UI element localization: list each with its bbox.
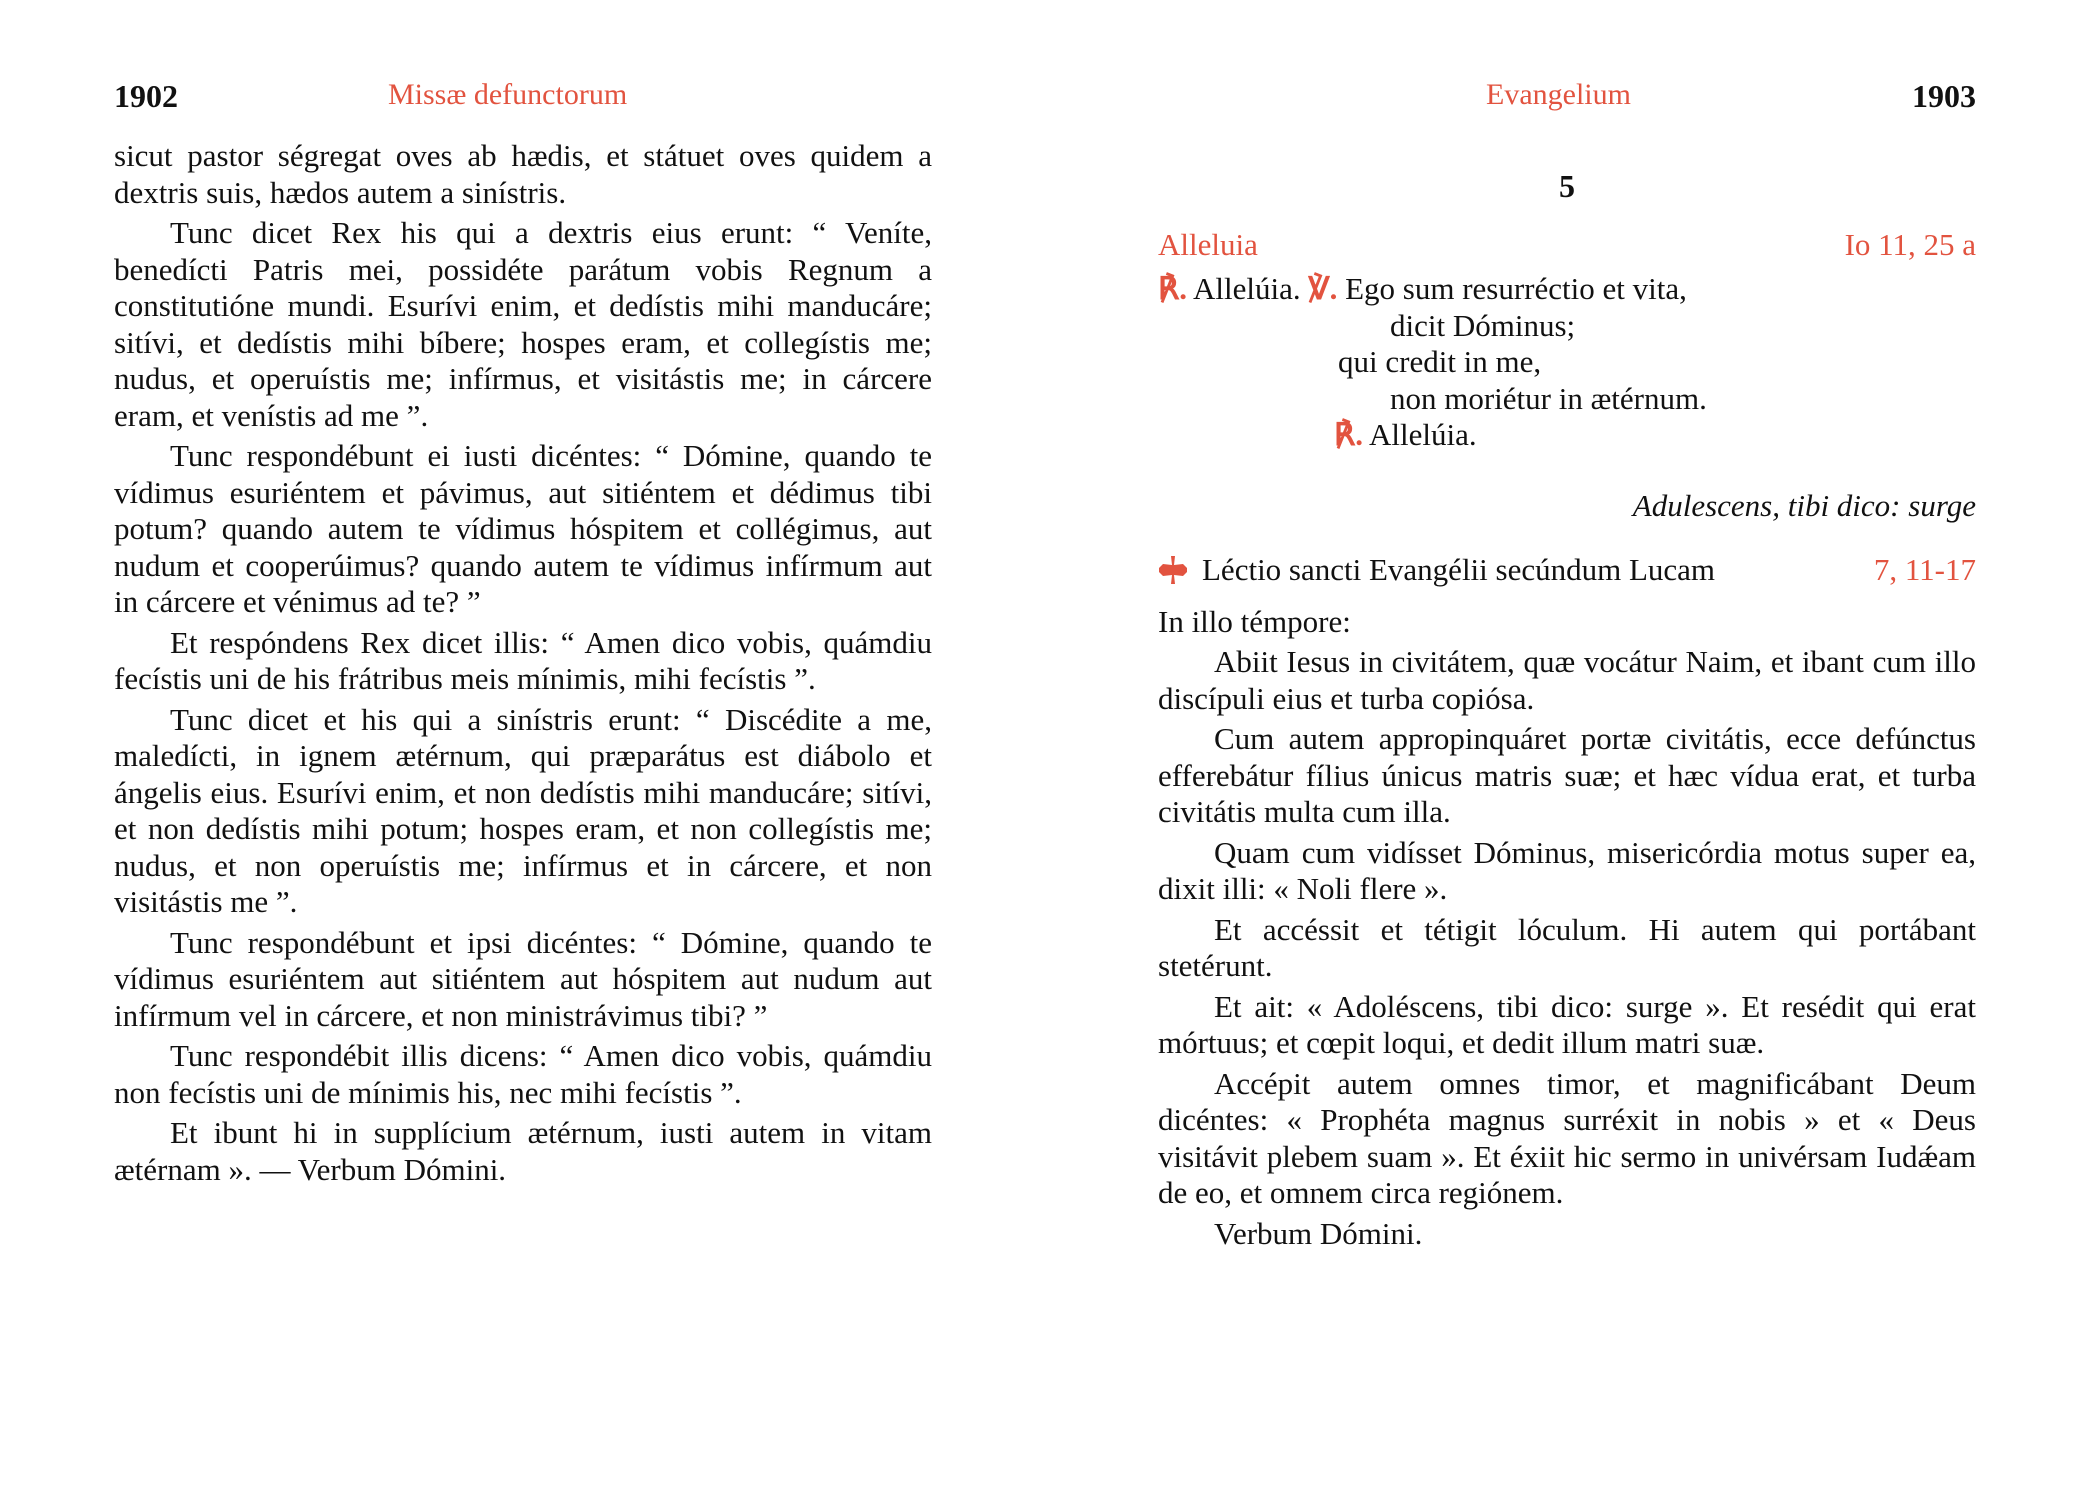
paragraph: Accépit autem omnes timor, et magnificábant Deum dicéntes: « Prophéta magnus surréxit in nobis » et « Deus visitávit plebem suam ». Et éxiit hic sermo in univérsam Iudǽam de eo, et omnem circa regiónem.: [1158, 1065, 1976, 1210]
running-title-right: Evangelium: [1486, 78, 1631, 111]
response-word: Allelúia.: [1193, 271, 1301, 306]
verse-line-3: qui credit in me,: [1338, 344, 1542, 379]
section-number: 5: [1559, 168, 1575, 204]
verse-line: [1158, 344, 1976, 381]
lectio-reference: 7, 11-17: [1873, 551, 1976, 587]
paragraph: Et ibunt hi in supplícium ætérnum, iusti autem in vitam ætérnam ». — Verbum Dómini.: [114, 1115, 932, 1187]
paragraph: Et accéssit et tétigit lóculum. Hi autem qui portábant stetérunt.: [1158, 911, 1976, 983]
paragraph: Abiit Iesus in civitátem, quæ vocátur Naim, et ibant cum illo discípuli eius et turba copiósa.: [1158, 644, 1976, 716]
paragraph: Verbum Dómini.: [1214, 1215, 1423, 1251]
paragraph: Tunc respondébunt et ipsi dicéntes: “ Dómine, quando te vídimus esuriéntem aut sitiéntem aut hóspitem aut nudum aut infírmum vel in cárcere, et non ministrávimus tibi? ”: [114, 924, 932, 1033]
verse-line-4: non moriétur in ætérnum.: [1390, 380, 1707, 416]
paragraph: In illo témpore:: [1158, 603, 1351, 639]
right-body-text: [1158, 604, 1976, 1253]
left-running-head: [114, 78, 932, 138]
verse-line-2: dicit Dóminus;: [1390, 307, 1576, 343]
right-page: [1158, 0, 1976, 1256]
paragraph: sicut pastor ségregat oves ab hædis, et státuet oves quidem a dextris suis, hædos autem a sinístris.: [114, 138, 932, 210]
verse-symbol: ℣.: [1308, 271, 1338, 306]
cross-icon: [1158, 555, 1188, 585]
verse-line: [1158, 417, 1976, 454]
alleluia-heading: [1158, 227, 1976, 263]
page-number-right: 1903: [1912, 78, 1976, 114]
verse-line-1: Ego sum resurréctio et vita,: [1345, 271, 1687, 306]
paragraph: Cum autem appropinquáret portæ civitátis, ecce defúnctus efferebátur fílius únicus matris suæ; et hæc vídua erat, et turba civitátis multa cum illa.: [1158, 721, 1976, 829]
response-symbol: ℟.: [1334, 417, 1363, 452]
paragraph: Tunc dicet et his qui a sinístris erunt: “ Discédite a me, maledícti, in ignem ætérnum, qui præparátus est diábolo et ángelis eius. Esurívi enim, et non dedístis mihi manducáre; sitívi, et non dedístis mihi potum; hospes eram, et non collegístis me; nudus, et non operuístis me; infírmus et in cárcere, et non visitástis me ”.: [114, 701, 932, 919]
verse-line: [1158, 271, 1976, 308]
lectio-heading: [1158, 552, 1976, 588]
closing-response: Allelúia.: [1369, 417, 1477, 452]
page-number-left: 1902: [114, 78, 178, 114]
paragraph: Tunc respondébunt ei iusti dicéntes: “ Dómine, quando te vídimus esuriéntem et pávimus, aut sitiéntem et dédimus tibi potum? quando autem te vídimus hóspitem et collégimus, aut nudum et cooperúimus? quando autem te vídimus infírmum aut in cárcere et vénimus ad te? ”: [114, 438, 932, 619]
lectio-title: Léctio sancti Evangélii secúndum Lucam: [1202, 551, 1716, 587]
alleluia-label: Alleluia: [1158, 227, 1258, 262]
alleluia-reference: Io 11, 25 a: [1844, 227, 1976, 262]
verse-line: [1158, 308, 1976, 345]
gospel-incipit: Adulescens, tibi dico: surge: [1632, 487, 1976, 523]
verse-line: [1158, 381, 1976, 418]
alleluia-verse-block: [1158, 271, 1976, 454]
left-body-text: [114, 138, 932, 1188]
response-symbol: ℟.: [1158, 271, 1187, 306]
right-running-head: [1158, 78, 1976, 138]
left-page: [114, 0, 932, 1192]
running-title-left: Missæ defunctorum: [388, 78, 628, 111]
paragraph: Tunc dicet Rex his qui a dextris eius erunt: “ Veníte, benedícti Patris mei, possidéte parátum vobis Regnum a constitutióne mundi. Esurívi enim, et dedístis mihi manducáre; sitívi, et dedístis mihi bíbere; hospes eram, et collegístis me; nudus, et operuístis me; infírmus, et visitástis me; in cárcere eram, et venístis ad me ”.: [114, 215, 932, 433]
paragraph: Et ait: « Adoléscens, tibi dico: surge ». Et resédit qui erat mórtuus; et cœpit loqui, et dedit illum matri suæ.: [1158, 988, 1976, 1060]
paragraph: Et respóndens Rex dicet illis: “ Amen dico vobis, quámdiu fecístis uni de his frátribus meis mínimis, mihi fecístis ”.: [114, 624, 932, 696]
paragraph: Quam cum vidísset Dóminus, misericórdia motus super ea, dixit illi: « Noli flere ».: [1158, 834, 1976, 906]
paragraph: Tunc respondébit illis dicens: “ Amen dico vobis, quámdiu non fecístis uni de mínimis his, nec mihi fecístis ”.: [114, 1038, 932, 1110]
